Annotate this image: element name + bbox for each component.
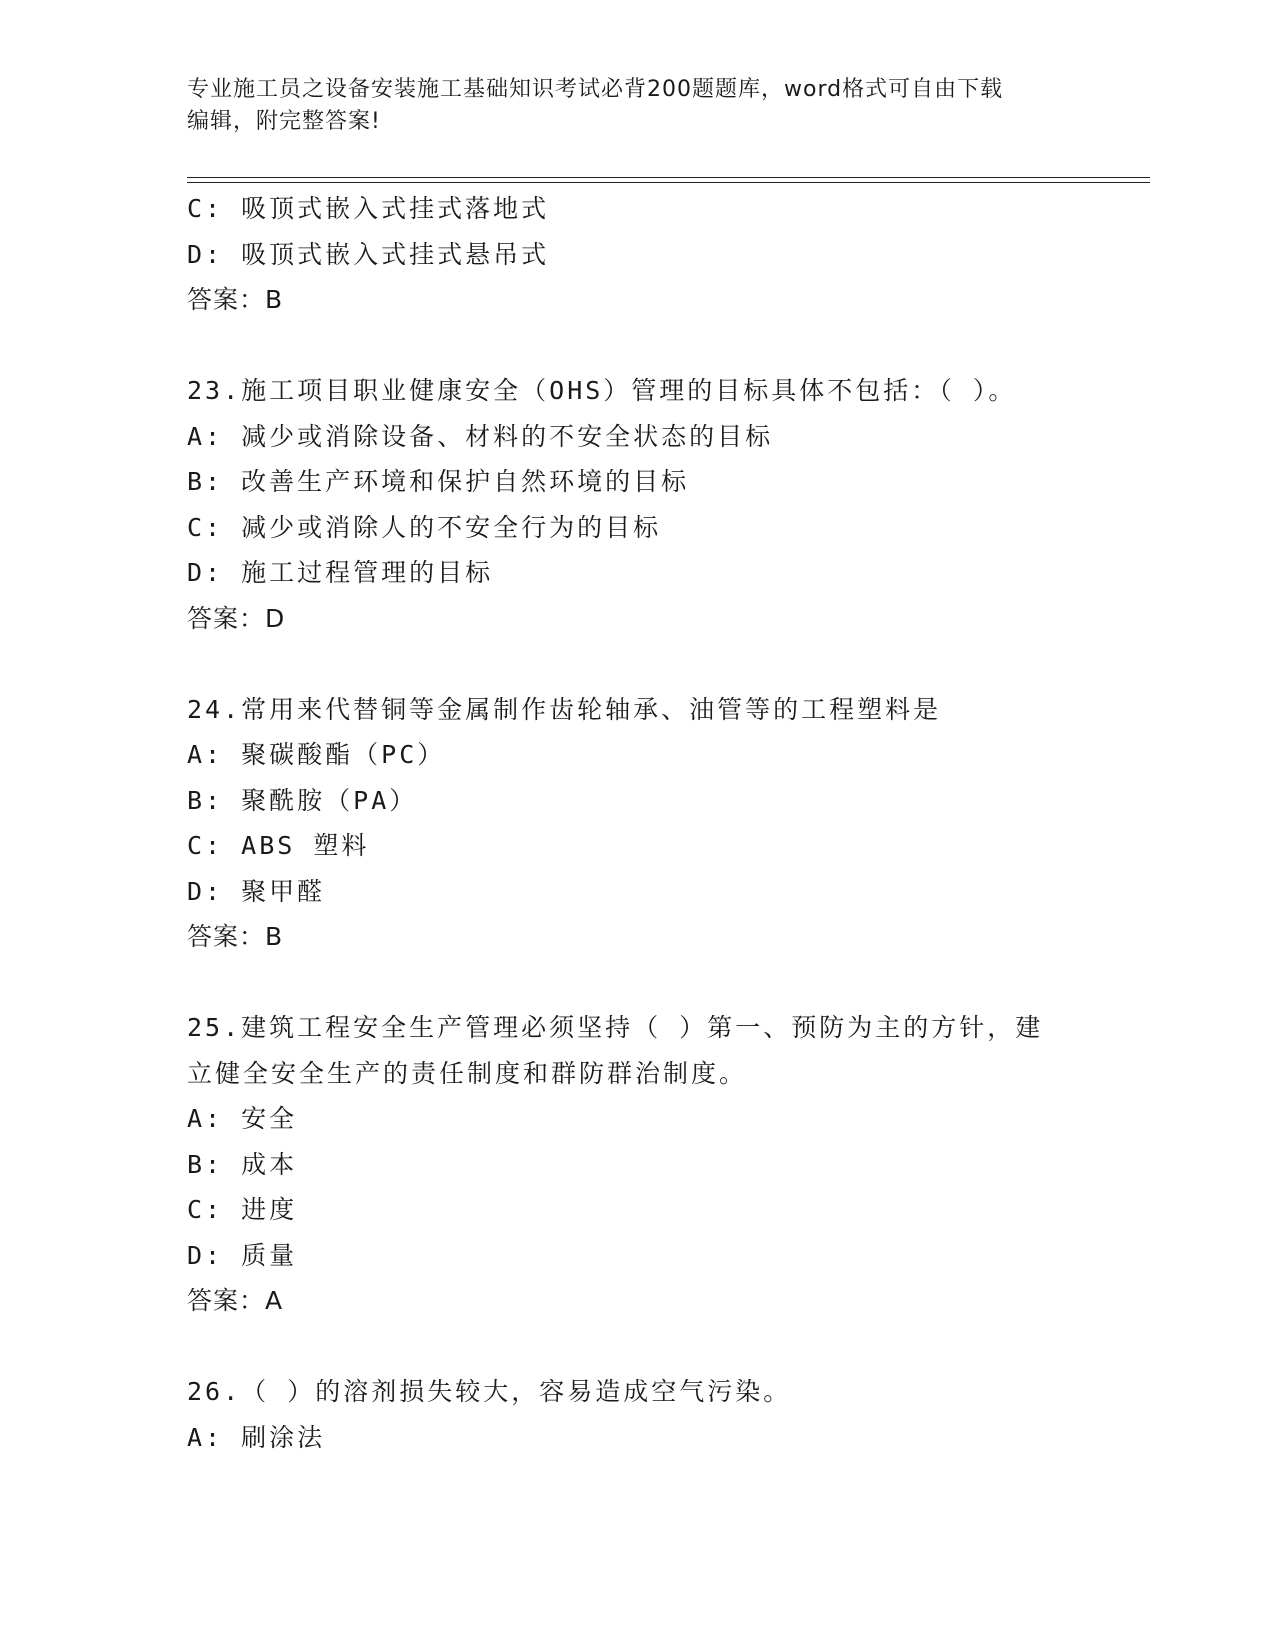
header-divider-bottom (187, 182, 1150, 183)
option-d: D: 质量 (187, 1240, 298, 1270)
option-d: D: 聚甲醛 (187, 876, 326, 906)
question-26-text: 26.（ ）的溶剂损失较大，容易造成空气污染。 (187, 1377, 792, 1406)
answer-text: 答案：B (187, 285, 284, 314)
option-a: A: 刷涂法 (187, 1422, 326, 1452)
option-c: C: ABS 塑料 (187, 831, 370, 860)
option-c: C: 减少或消除人的不安全行为的目标 (187, 512, 662, 542)
option-c: C: 吸顶式嵌入式挂式落地式 (187, 194, 550, 223)
question-list (187, 186, 1147, 1460)
header-title-line-1: 专业施工员之设备安装施工基础知识考试必背200题题库，word格式可自由下载 (187, 77, 1004, 102)
answer-text: 答案：A (187, 1286, 284, 1315)
option-d: D: 施工过程管理的目标 (187, 558, 494, 587)
spacer (187, 1324, 1147, 1370)
header-divider-top (187, 177, 1150, 178)
question-25-text-line-1: 25.建筑工程安全生产管理必须坚持（ ）第一、预防为主的方针，建 (187, 1013, 1044, 1042)
option-a: A: 减少或消除设备、材料的不安全状态的目标 (187, 421, 774, 451)
option-a: A: 安全 (187, 1104, 298, 1133)
option-b: B: 聚酰胺（PA） (187, 785, 418, 815)
option-c: C: 进度 (187, 1195, 298, 1224)
question-23-text: 23.施工项目职业健康安全（OHS）管理的目标具体不包括：（ ）。 (187, 376, 1017, 405)
spacer (187, 641, 1147, 687)
question-25-text-line-2: 立健全安全生产的责任制度和群防群治制度。 (187, 1058, 748, 1088)
option-b: B: 改善生产环境和保护自然环境的目标 (187, 467, 690, 496)
spacer (187, 960, 1147, 1006)
answer-text: 答案：B (187, 922, 284, 951)
option-b: B: 成本 (187, 1149, 298, 1179)
option-a: A: 聚碳酸酯（PC） (187, 740, 446, 769)
option-d: D: 吸顶式嵌入式挂式悬吊式 (187, 239, 550, 269)
document-header (187, 74, 1087, 138)
spacer (187, 323, 1147, 369)
header-title-line-2: 编辑，附完整答案! (187, 109, 381, 134)
answer-text: 答案：D (187, 603, 286, 633)
question-24-text: 24.常用来代替铜等金属制作齿轮轴承、油管等的工程塑料是 (187, 694, 942, 724)
